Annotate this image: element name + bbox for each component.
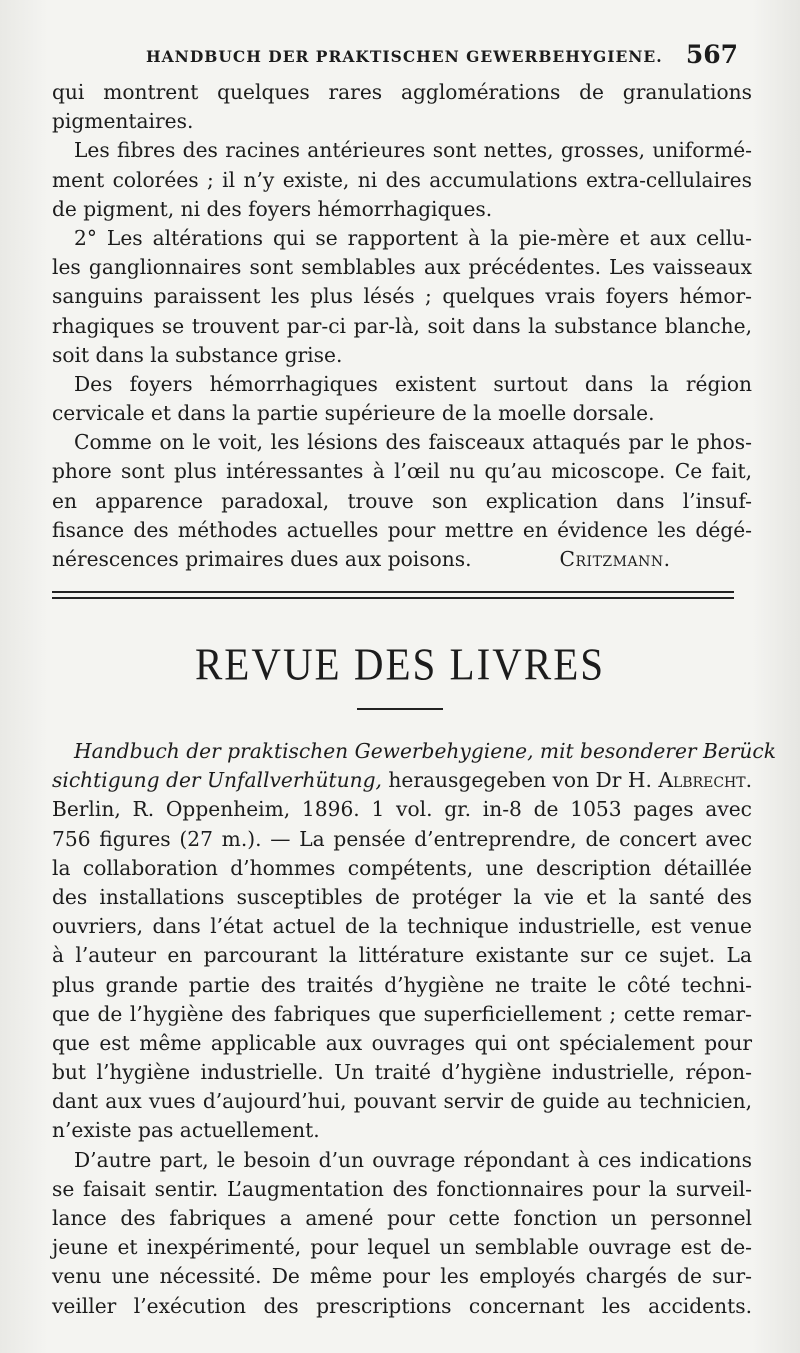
text-line: plus grande partie des traités d’hygiène ne traite le côté techni- bbox=[52, 972, 752, 997]
text-line: 2° Les altérations qui se rapportent à la pie-mère et aux cellu- bbox=[74, 225, 752, 250]
section-divider bbox=[52, 591, 734, 600]
text-line: les ganglionnaires sont semblables aux précédentes. Les vaisseaux bbox=[52, 255, 752, 280]
publisher-info: herausgegeben von Dr H. bbox=[381, 768, 659, 793]
text-line: veiller l’exécution des prescriptions concernant les accidents. bbox=[52, 1293, 752, 1318]
text-line: nérescences primaires dues aux poisons. bbox=[52, 547, 472, 571]
text-line: Comme on le voit, les lésions des faisceaux attaqués par le phos- bbox=[74, 430, 752, 455]
running-head: HANDBUCH DER PRAKTISCHEN GEWERBEHYGIENE. bbox=[146, 47, 663, 66]
text-line: Les fibres des racines antérieures sont nettes, grosses, uniformé- bbox=[74, 138, 752, 163]
text-line: lance des fabriques a amené pour cette fonction un personnel bbox=[52, 1206, 752, 1230]
book-title-line bbox=[52, 737, 776, 766]
text-line: que de l’hygiène des fabriques que superficiellement ; cette remar- bbox=[52, 1001, 752, 1026]
text-line: venu une nécessité. De même pour les employés chargés de sur- bbox=[52, 1264, 752, 1289]
text-line: ouvriers, dans l’état actuel de la technique industrielle, est venue bbox=[52, 914, 752, 939]
text-line: n’existe pas actuellement. bbox=[52, 1118, 320, 1143]
title-underline bbox=[357, 708, 443, 710]
text-line: qui montrent quelques rares agglomérations de granulations bbox=[52, 80, 752, 104]
text-line: pigmentaires. bbox=[52, 109, 194, 134]
book-subtitle: sichtigung der Unfallverhütung, bbox=[52, 768, 382, 793]
text-line: jeune et inexpérimenté, pour lequel un semblable ouvrage est de- bbox=[52, 1235, 752, 1260]
text-line: soit dans la substance grise. bbox=[52, 342, 343, 367]
text-line: à l’auteur en parcourant la littérature existante sur ce sujet. La bbox=[52, 943, 752, 968]
text-line: sanguins paraissent les plus lésés ; quelques vrais foyers hémor- bbox=[52, 284, 752, 309]
text-line: rhagiques se trouvent par-ci par-là, soit dans la substance blanche, bbox=[52, 313, 752, 338]
text-line: but l’hygiène industrielle. Un traité d’hygiène industrielle, répon- bbox=[52, 1060, 752, 1085]
text-line: la collaboration d’hommes compétents, une description détaillée bbox=[52, 855, 752, 880]
text-line: cervicale et dans la partie supérieure de la moelle dorsale. bbox=[52, 401, 655, 426]
text-line: de pigment, ni des foyers hémorrhagiques. bbox=[52, 196, 493, 221]
text-line: que est même applicable aux ouvrages qui ont spécialement pour bbox=[52, 1030, 752, 1055]
book-title-line bbox=[52, 766, 752, 795]
text-line: dant aux vues d’aujourd’hui, pouvant servir de guide au technicien, bbox=[52, 1089, 752, 1114]
author-signature: Critzmann. bbox=[559, 547, 671, 571]
book-review-text bbox=[52, 737, 776, 1321]
book-title: Handbuch der praktischen Gewerbehygiene, mit besonderer Berück bbox=[74, 739, 776, 763]
text-line: en apparence paradoxal, trouve son explication dans l’insuf- bbox=[52, 488, 752, 513]
text-line-with-signature bbox=[52, 545, 752, 574]
text-line: des installations susceptibles de protéger la vie et la santé des bbox=[52, 884, 752, 909]
editor-name: Albrecht. bbox=[658, 768, 752, 793]
text-line: D’autre part, le besoin d’un ouvrage répondant à ces indications bbox=[74, 1147, 752, 1172]
page-number: 567 bbox=[685, 40, 738, 69]
text-line: Berlin, R. Oppenheim, 1896. 1 vol. gr. in-8 de 1053 pages avec bbox=[52, 797, 752, 822]
text-line: phore sont plus intéressantes à l’œil nu qu’au micoscope. Ce fait, bbox=[52, 459, 752, 484]
text-line: 756 figures (27 m.). — La pensée d’entreprendre, de concert avec bbox=[52, 826, 752, 851]
text-line: Des foyers hémorrhagiques existent surtout dans la région bbox=[74, 371, 752, 396]
text-line: se faisait sentir. L’augmentation des fonctionnaires pour la surveil- bbox=[52, 1176, 752, 1201]
text-line: fisance des méthodes actuelles pour mettre en évidence les dégé- bbox=[52, 517, 752, 542]
text-line: ment colorées ; il n’y existe, ni des accumulations extra-cellulaires bbox=[52, 167, 752, 192]
article-ending-text bbox=[52, 78, 752, 574]
section-title: REVUE DES LIVRES bbox=[194, 638, 606, 690]
page-header bbox=[52, 40, 740, 74]
